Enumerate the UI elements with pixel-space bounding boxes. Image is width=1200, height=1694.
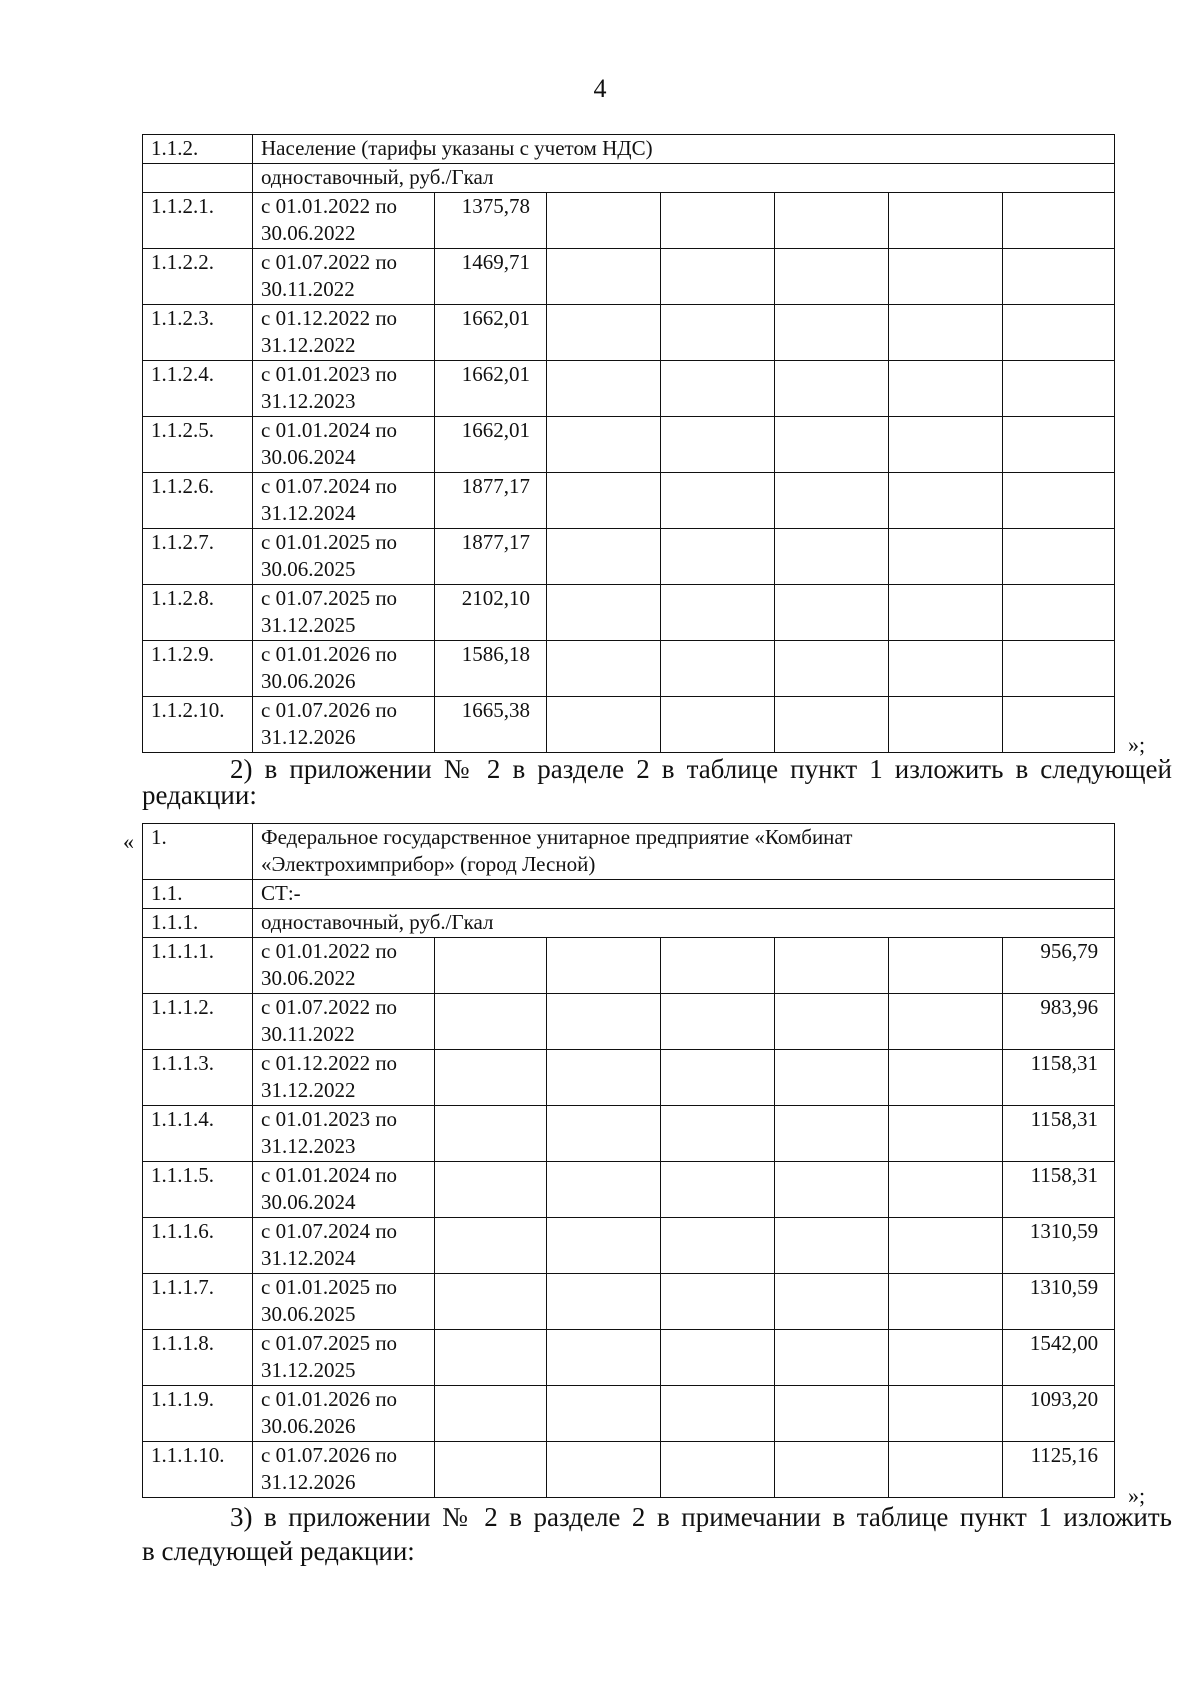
row-code: 1.1.1.7. <box>143 1274 253 1330</box>
empty-cell <box>889 529 1003 585</box>
empty-cell <box>547 305 661 361</box>
empty-cell <box>775 1274 889 1330</box>
period-start: с 01.01.2025 по <box>261 1275 398 1299</box>
empty-cell <box>435 1442 547 1498</box>
empty-cell <box>889 305 1003 361</box>
org-code: 1. <box>143 824 253 880</box>
empty-cell <box>547 641 661 697</box>
empty-cell <box>661 1386 775 1442</box>
empty-cell <box>1003 361 1115 417</box>
paragraph-3-line-1: 3) в приложении № 2 в разделе 2 в примечании в таблице пункт 1 изложить <box>230 1502 1172 1532</box>
row-period <box>253 361 435 417</box>
tariff-value: 1158,31 <box>1003 1106 1115 1162</box>
empty-cell <box>889 1442 1003 1498</box>
opening-quote: « <box>123 829 134 854</box>
table-row <box>143 1218 1115 1274</box>
empty-cell <box>547 361 661 417</box>
closing-quote: »; <box>1128 732 1146 757</box>
period-start: с 01.07.2024 по <box>261 1219 398 1243</box>
period-end: 31.12.2026 <box>261 725 356 749</box>
table-row <box>143 641 1115 697</box>
empty-cell <box>775 697 889 753</box>
empty-cell <box>889 1162 1003 1218</box>
period-start: с 01.01.2023 по <box>261 1107 398 1131</box>
tariff-value: 1375,78 <box>435 193 547 249</box>
table-row <box>143 193 1115 249</box>
empty-cell <box>775 938 889 994</box>
period-end: 31.12.2026 <box>261 1470 356 1494</box>
period-start: с 01.01.2024 по <box>261 418 398 442</box>
empty-cell <box>1003 305 1115 361</box>
row-code: 1.1.2.6. <box>143 473 253 529</box>
empty-cell <box>775 1386 889 1442</box>
empty-cell <box>547 193 661 249</box>
row-period <box>253 193 435 249</box>
paragraph-3 <box>142 1500 1172 1568</box>
table-row <box>143 361 1115 417</box>
tariff-value: 1662,01 <box>435 361 547 417</box>
row-code: 1.1.2.1. <box>143 193 253 249</box>
empty-cell <box>661 305 775 361</box>
empty-cell <box>661 361 775 417</box>
empty-cell <box>889 1218 1003 1274</box>
empty-cell <box>1003 529 1115 585</box>
row-code: 1.1.2.7. <box>143 529 253 585</box>
empty-cell <box>1003 417 1115 473</box>
empty-cell <box>889 938 1003 994</box>
table-row <box>143 1162 1115 1218</box>
empty-cell <box>435 1274 547 1330</box>
period-start: с 01.12.2022 по <box>261 1051 398 1075</box>
empty-cell <box>775 641 889 697</box>
empty-cell <box>775 529 889 585</box>
empty-cell <box>775 994 889 1050</box>
empty-cell <box>547 994 661 1050</box>
period-end: 30.06.2026 <box>261 1414 356 1438</box>
tariff-value: 1662,01 <box>435 305 547 361</box>
empty-cell <box>775 1162 889 1218</box>
table-row <box>143 938 1115 994</box>
paragraph-3-line-2: в следующей редакции: <box>142 1536 415 1566</box>
paragraph-2-line-2: редакции: <box>142 780 257 810</box>
empty-cell <box>889 193 1003 249</box>
empty-cell <box>547 697 661 753</box>
tariff-value: 1469,71 <box>435 249 547 305</box>
empty-cell <box>661 1330 775 1386</box>
tariff-value: 983,96 <box>1003 994 1115 1050</box>
period-start: с 01.07.2022 по <box>261 250 398 274</box>
row-period <box>253 1442 435 1498</box>
empty-cell <box>661 1050 775 1106</box>
org-name: Федеральное государственное унитарное предприятие «Комбинат «Электрохимприбор» (город Лесной) <box>253 824 1115 880</box>
empty-cell <box>547 417 661 473</box>
empty-cell <box>547 249 661 305</box>
table-row <box>143 1330 1115 1386</box>
empty-cell <box>661 1106 775 1162</box>
empty-cell <box>889 1274 1003 1330</box>
empty-cell <box>661 697 775 753</box>
row-code: 1.1.2.3. <box>143 305 253 361</box>
empty-cell <box>775 1050 889 1106</box>
row-code: 1.1.2.10. <box>143 697 253 753</box>
empty-cell <box>889 361 1003 417</box>
empty-cell <box>889 249 1003 305</box>
empty-cell <box>143 164 253 193</box>
empty-cell <box>661 529 775 585</box>
empty-cell <box>775 1218 889 1274</box>
table-row <box>143 1274 1115 1330</box>
table-row <box>143 1386 1115 1442</box>
table-row <box>143 1050 1115 1106</box>
empty-cell <box>889 697 1003 753</box>
population-tariff-table <box>142 134 1115 753</box>
empty-cell <box>889 994 1003 1050</box>
tariff-value: 1877,17 <box>435 529 547 585</box>
rate-code: 1.1.1. <box>143 909 253 938</box>
period-end: 30.11.2022 <box>261 277 355 301</box>
period-start: с 01.12.2022 по <box>261 306 398 330</box>
period-start: с 01.01.2023 по <box>261 362 398 386</box>
row-period <box>253 1050 435 1106</box>
row-period <box>253 417 435 473</box>
tariff-value: 1586,18 <box>435 641 547 697</box>
row-code: 1.1.2.2. <box>143 249 253 305</box>
empty-cell <box>661 585 775 641</box>
empty-cell <box>435 1386 547 1442</box>
period-end: 31.12.2024 <box>261 501 356 525</box>
empty-cell <box>435 938 547 994</box>
period-start: с 01.07.2026 по <box>261 698 398 722</box>
period-end: 30.11.2022 <box>261 1022 355 1046</box>
row-code: 1.1.1.1. <box>143 938 253 994</box>
row-period <box>253 1330 435 1386</box>
closing-quote: »; <box>1128 1483 1146 1508</box>
period-start: с 01.01.2024 по <box>261 1163 398 1187</box>
period-start: с 01.07.2022 по <box>261 995 398 1019</box>
row-period <box>253 1386 435 1442</box>
period-end: 30.06.2025 <box>261 557 356 581</box>
empty-cell <box>1003 193 1115 249</box>
period-end: 30.06.2025 <box>261 1302 356 1326</box>
empty-cell <box>775 1106 889 1162</box>
empty-cell <box>775 585 889 641</box>
empty-cell <box>547 529 661 585</box>
empty-cell <box>435 1218 547 1274</box>
row-code: 1.1.2.5. <box>143 417 253 473</box>
table-row <box>143 585 1115 641</box>
empty-cell <box>661 1162 775 1218</box>
empty-cell <box>435 994 547 1050</box>
tariff-value: 1310,59 <box>1003 1274 1115 1330</box>
period-end: 31.12.2023 <box>261 1134 356 1158</box>
tariff-value: 1662,01 <box>435 417 547 473</box>
tariff-value: 1093,20 <box>1003 1386 1115 1442</box>
row-code: 1.1.2.4. <box>143 361 253 417</box>
enterprise-tariff-table <box>142 823 1115 1498</box>
rate-label: одноставочный, руб./Гкал <box>253 164 1115 193</box>
section-title: Население (тарифы указаны с учетом НДС) <box>253 135 1115 164</box>
period-end: 31.12.2025 <box>261 613 356 637</box>
row-code: 1.1.1.3. <box>143 1050 253 1106</box>
empty-cell <box>1003 697 1115 753</box>
tariff-value: 2102,10 <box>435 585 547 641</box>
table-row <box>143 305 1115 361</box>
row-code: 1.1.1.4. <box>143 1106 253 1162</box>
row-code: 1.1.1.2. <box>143 994 253 1050</box>
empty-cell <box>661 1442 775 1498</box>
row-period <box>253 641 435 697</box>
empty-cell <box>661 994 775 1050</box>
empty-cell <box>547 1442 661 1498</box>
empty-cell <box>435 1330 547 1386</box>
empty-cell <box>547 1386 661 1442</box>
table-row <box>143 473 1115 529</box>
empty-cell <box>547 473 661 529</box>
period-end: 30.06.2026 <box>261 669 356 693</box>
empty-cell <box>889 641 1003 697</box>
empty-cell <box>661 1274 775 1330</box>
period-end: 30.06.2022 <box>261 966 356 990</box>
period-start: с 01.01.2022 по <box>261 939 398 963</box>
system-label: СТ:- <box>253 880 1115 909</box>
period-end: 31.12.2024 <box>261 1246 356 1270</box>
period-start: с 01.07.2025 по <box>261 586 398 610</box>
empty-cell <box>889 1330 1003 1386</box>
empty-cell <box>889 1106 1003 1162</box>
table-row <box>143 249 1115 305</box>
row-code: 1.1.1.6. <box>143 1218 253 1274</box>
row-period <box>253 1106 435 1162</box>
period-start: с 01.01.2026 по <box>261 642 398 666</box>
row-period <box>253 249 435 305</box>
row-period <box>253 1162 435 1218</box>
paragraph-2-line-1: 2) в приложении № 2 в разделе 2 в таблице пункт 1 изложить в следующей <box>230 754 1172 784</box>
rate-label: одноставочный, руб./Гкал <box>253 909 1115 938</box>
tariff-value: 956,79 <box>1003 938 1115 994</box>
period-start: с 01.07.2025 по <box>261 1331 398 1355</box>
section-code: 1.1.2. <box>143 135 253 164</box>
empty-cell <box>661 473 775 529</box>
empty-cell <box>775 1442 889 1498</box>
empty-cell <box>889 585 1003 641</box>
empty-cell <box>661 193 775 249</box>
tariff-value: 1665,38 <box>435 697 547 753</box>
empty-cell <box>435 1050 547 1106</box>
table-row <box>143 697 1115 753</box>
tariff-value: 1310,59 <box>1003 1218 1115 1274</box>
period-start: с 01.07.2024 по <box>261 474 398 498</box>
empty-cell <box>775 361 889 417</box>
empty-cell <box>547 1162 661 1218</box>
row-code: 1.1.1.5. <box>143 1162 253 1218</box>
period-end: 31.12.2022 <box>261 1078 356 1102</box>
table-row <box>143 1106 1115 1162</box>
empty-cell <box>661 417 775 473</box>
tariff-value: 1158,31 <box>1003 1162 1115 1218</box>
paragraph-2 <box>142 752 1172 812</box>
empty-cell <box>435 1106 547 1162</box>
empty-cell <box>775 249 889 305</box>
row-code: 1.1.1.10. <box>143 1442 253 1498</box>
empty-cell <box>1003 473 1115 529</box>
empty-cell <box>547 1330 661 1386</box>
table-row <box>143 1442 1115 1498</box>
row-period <box>253 305 435 361</box>
row-period <box>253 697 435 753</box>
empty-cell <box>889 1386 1003 1442</box>
empty-cell <box>889 473 1003 529</box>
empty-cell <box>775 193 889 249</box>
table-row <box>143 994 1115 1050</box>
empty-cell <box>547 938 661 994</box>
period-end: 30.06.2022 <box>261 221 356 245</box>
period-start: с 01.07.2026 по <box>261 1443 398 1467</box>
empty-cell <box>1003 585 1115 641</box>
period-start: с 01.01.2025 по <box>261 530 398 554</box>
row-period <box>253 585 435 641</box>
empty-cell <box>661 249 775 305</box>
empty-cell <box>775 305 889 361</box>
period-end: 30.06.2024 <box>261 1190 356 1214</box>
empty-cell <box>1003 249 1115 305</box>
tariff-value: 1125,16 <box>1003 1442 1115 1498</box>
table-row <box>143 529 1115 585</box>
period-end: 30.06.2024 <box>261 445 356 469</box>
row-period <box>253 473 435 529</box>
period-start: с 01.01.2026 по <box>261 1387 398 1411</box>
table-row <box>143 417 1115 473</box>
row-code: 1.1.1.8. <box>143 1330 253 1386</box>
row-code: 1.1.2.8. <box>143 585 253 641</box>
empty-cell <box>547 1274 661 1330</box>
empty-cell <box>547 585 661 641</box>
page-number: 4 <box>593 74 607 103</box>
empty-cell <box>1003 641 1115 697</box>
empty-cell <box>661 938 775 994</box>
empty-cell <box>435 1162 547 1218</box>
period-start: с 01.01.2022 по <box>261 194 398 218</box>
empty-cell <box>661 641 775 697</box>
empty-cell <box>661 1218 775 1274</box>
period-end: 31.12.2023 <box>261 389 356 413</box>
empty-cell <box>889 1050 1003 1106</box>
empty-cell <box>547 1050 661 1106</box>
row-code: 1.1.2.9. <box>143 641 253 697</box>
system-code: 1.1. <box>143 880 253 909</box>
empty-cell <box>775 417 889 473</box>
empty-cell <box>547 1218 661 1274</box>
row-period <box>253 1274 435 1330</box>
row-period <box>253 938 435 994</box>
row-period <box>253 994 435 1050</box>
period-end: 31.12.2022 <box>261 333 356 357</box>
tariff-value: 1158,31 <box>1003 1050 1115 1106</box>
period-end: 31.12.2025 <box>261 1358 356 1382</box>
empty-cell <box>889 417 1003 473</box>
empty-cell <box>547 1106 661 1162</box>
tariff-value: 1542,00 <box>1003 1330 1115 1386</box>
empty-cell <box>775 1330 889 1386</box>
empty-cell <box>775 473 889 529</box>
row-period <box>253 529 435 585</box>
row-code: 1.1.1.9. <box>143 1386 253 1442</box>
tariff-value: 1877,17 <box>435 473 547 529</box>
row-period <box>253 1218 435 1274</box>
